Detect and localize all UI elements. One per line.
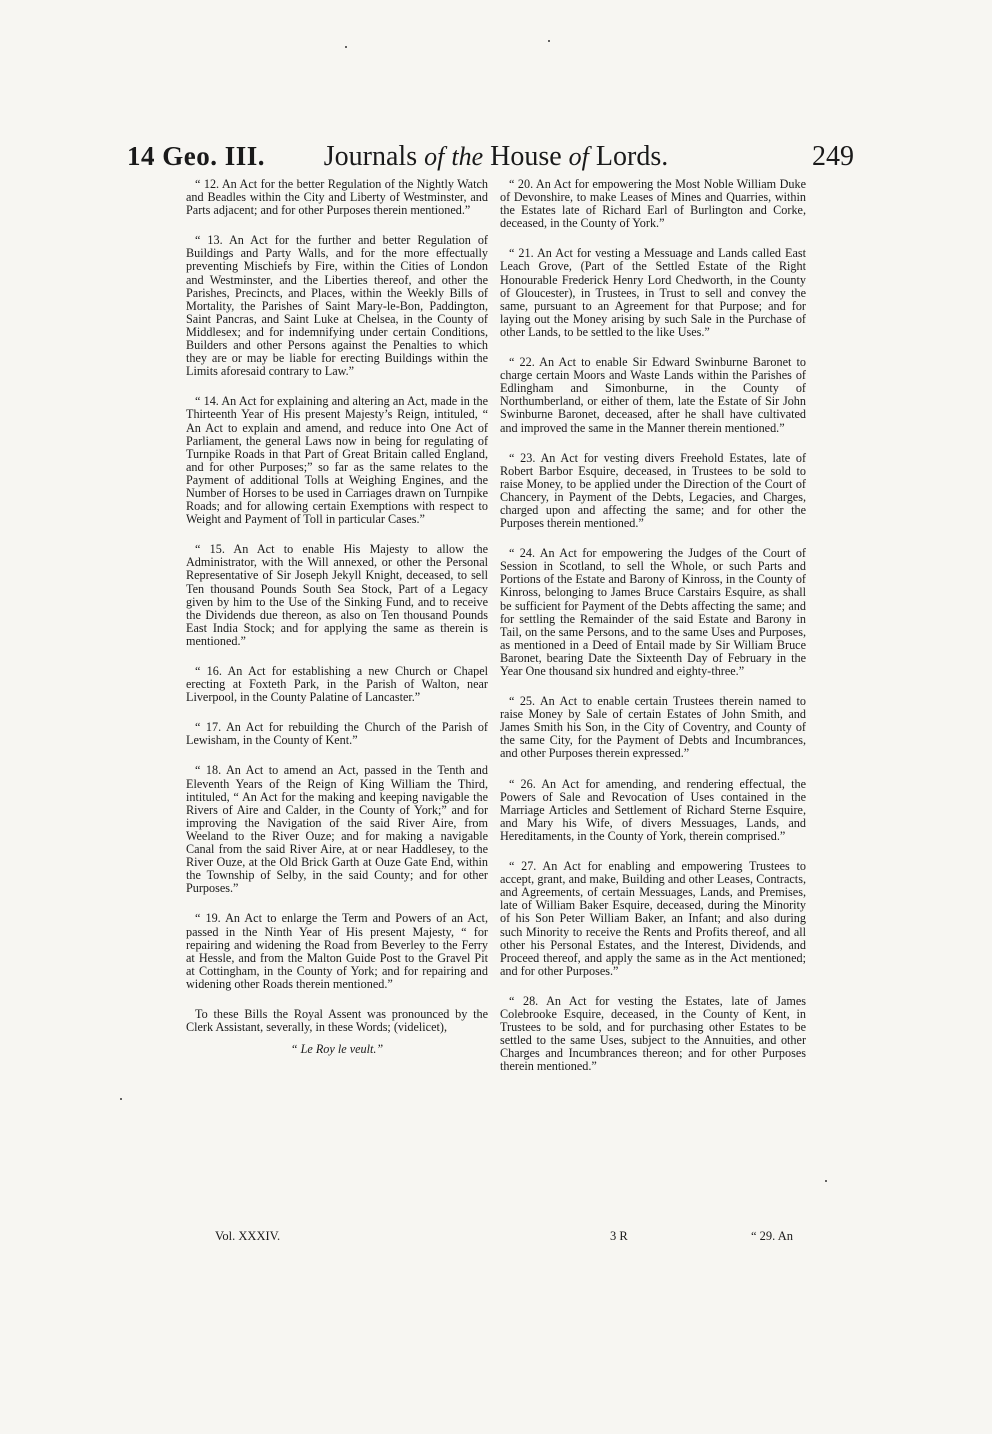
volume-number: Vol. XXXIV. [215, 1229, 281, 1243]
act-12: “ 12. An Act for the better Regulation of the Nightly Watch and Beadles within the City and Liberty of Westminster, and Parts adjacent; and for other Purposes therein mentioned.” [186, 177, 488, 218]
right-column [500, 178, 806, 1073]
act-20: “ 20. An Act for empowering the Most Noble William Duke of Devonshire, to make Leases of Mines and Quarries, within the Estates late of Richard Earl of Burlington and Corke, deceased, in the County of York.” [500, 177, 806, 231]
page-number: 249 [812, 141, 854, 172]
royal-assent-formula: “ Le Roy le veult.” [290, 1042, 384, 1057]
act-18: “ 18. An Act to amend an Act, passed in the Tenth and Eleventh Years of the Reign of King William the Third, intituled, “ An Act for the making and keeping navigable the Rivers of Aire and Calder, in the County of York;” and for improving the Navigation of the said River Aire, from Weeland to the River Ouze; and for making a navigable Canal from the said River Aire, at or near Haddlesey, to the River Ouze, at the Old Brick Garth at Ouze Gate End, within the Township of Selby, in the said County; and for other Purposes.” [186, 763, 488, 896]
ink-speck [548, 40, 550, 42]
ink-speck [345, 46, 347, 48]
act-26: “ 26. An Act for amending, and rendering effectual, the Powers of Sale and Revocation of Uses contained in the Marriage Articles and Settlement of Richard Sterne Esquire, and Mary his Wife, of divers Messuages, Lands, and Hereditaments, in the County of York, therein comprised.” [500, 776, 806, 843]
journal-title: Journals of the House of Lords. [323, 141, 669, 172]
act-15: “ 15. An Act to enable His Majesty to allow the Administrator, with the Will annexed, or other the Personal Representative of Sir Joseph Jekyll Knight, deceased, to sell Ten thousand Pounds South Sea Stock, Part of a Legacy given by him to the Use of the Sinking Fund, and to receive the Dividends due thereon, as also on Ten thousand Pounds East India Stock; and for applying the same as therein is mentioned.” [186, 542, 488, 648]
act-19: “ 19. An Act to enlarge the Term and Powers of an Act, passed in the Ninth Year of His present Majesty, “ for repairing and widening the Road from Beverley to the Ferry at Hessle, and from the Malton Guide Post to the Gravel Pit at Cottingham, in the County of York; and for repairing and widening other Roads therein mentioned.” [186, 911, 488, 991]
running-header [0, 141, 992, 185]
act-21: “ 21. An Act for vesting a Messuage and Lands called East Leach Grove, (Part of the Settled Estate of the Right Honourable Frederick Henry Lord Chedworth, in the County of Gloucester), in Trustees, in Trust to sell and convey the same, pursuant to an Agreement for that Purpose; and for laying out the Money arising by such Sale in the Purchase of other Lands, to be settled to the like Uses.” [500, 246, 806, 339]
act-13: “ 13. An Act for the further and better Regulation of Buildings and Party Walls, and for the more effectually preventing Mischiefs by Fire, within the Cities of London and Westminster, and the Liberties thereof, and other the Parishes, Precincts, and Places, within the Weekly Bills of Mortality, the Parishes of Saint Mary-le-Bon, Paddington, Saint Pancras, and Saint Luke at Chelsea, in the County of Middlesex; and for indemnifying under certain Conditions, Builders and other Persons against the Penalties to which they are or may be liable for erecting Buildings within the Limits aforesaid contrary to Law.” [186, 233, 488, 379]
act-23: “ 23. An Act for vesting divers Freehold Estates, late of Robert Barbor Esquire, deceased, in Trustees to be sold to raise Money, to be applied under the Direction of the Court of Chancery, in Payment of the Debts, Legacies, and Charges, charged upon and affecting the same; and for other the Purposes therein mentioned.” [500, 450, 806, 531]
act-25: “ 25. An Act to enable certain Trustees therein named to raise Money by Sale of certain Estates of John Smith, and James Smith his Son, in the City of Coventry, and County of the same City, for the Payment of Debts and Incumbrances, and other Purposes therein expressed.” [500, 694, 806, 761]
ink-speck [120, 1098, 122, 1100]
left-column [186, 178, 488, 1056]
regnal-year: 14 Geo. III. [127, 141, 266, 171]
royal-assent-note: To these Bills the Royal Assent was pronounced by the Clerk Assistant, severally, in these Words; (videlicet), [186, 1006, 488, 1035]
ink-speck [825, 1180, 827, 1182]
act-27: “ 27. An Act for enabling and empowering Trustees to accept, grant, and make, Building and other Leases, Contracts, and Agreements, of certain Messuages, Lands, and Premises, late of William Baker Esquire, deceased, during the Minority of his Son Peter William Baker, an Infant; and also during such Minority to receive the Rents and Profits thereof, and all other his Personal Estates, and the Interest, Dividends, and Proceed thereof, and apply the same as in the Act mentioned; and for other Purposes.” [500, 859, 806, 978]
catchword: “ 29. An [751, 1229, 794, 1243]
act-17: “ 17. An Act for rebuilding the Church of the Parish of Lewisham, in the County of Kent.” [186, 720, 488, 748]
act-28: “ 28. An Act for vesting the Estates, late of James Colebrooke Esquire, deceased, in the County of Kent, in Trustees to be sold, and for purchasing other Estates to be settled to the same Uses, subject to the Annuities, and other Charges and Incumbrances thereon; and for other Purposes therein mentioned.” [500, 993, 806, 1074]
act-14: “ 14. An Act for explaining and altering an Act, made in the Thirteenth Year of His present Majesty’s Reign, intituled, “ An Act to explain and amend, and reduce into One Act of Parliament, the general Laws now in being for regulating of Turnpike Roads in that Part of Great Britain called England, and for other Purposes;” so far as the same relates to the Payment of additional Tolls at Weighing Engines, and the Number of Horses to be used in Carriages drawn on Turnpike Roads; and for allowing certain Exemptions with respect to Weight and Payment of Toll in particular Cases.” [186, 394, 488, 527]
act-16: “ 16. An Act for establishing a new Church or Chapel erecting at Foxteth Park, in the Parish of Walton, near Liverpool, in the County Palatine of Lancaster.” [186, 664, 488, 705]
signature-mark: 3 R [610, 1229, 628, 1243]
act-22: “ 22. An Act to enable Sir Edward Swinburne Baronet to charge certain Moors and Waste Lands within the Parishes of Edlingham and Simonburne, in the County of Northumberland, or either of them, late the Estate of Sir John Swinburne Baronet, deceased, after he shall have cultivated and improved the same in the Manner therein mentioned.” [500, 355, 806, 435]
act-24: “ 24. An Act for empowering the Judges of the Court of Session in Scotland, to sell the Whole, or such Parts and Portions of the Estate and Barony of Kinross, in the County of Kinross, belonging to James Bruce Carstairs Esquire, as shall be sufficient for Payment of the Debts affecting the same; and for settling the Remainder of the said Estate and Barony in Tail, on the same Persons, and to the same Uses and Purposes, as mentioned in a Deed of Entail made by Sir William Bruce Baronet, bearing Date the Sixteenth Day of February in the Year One thousand six hundred and eighty-three.” [500, 546, 806, 678]
